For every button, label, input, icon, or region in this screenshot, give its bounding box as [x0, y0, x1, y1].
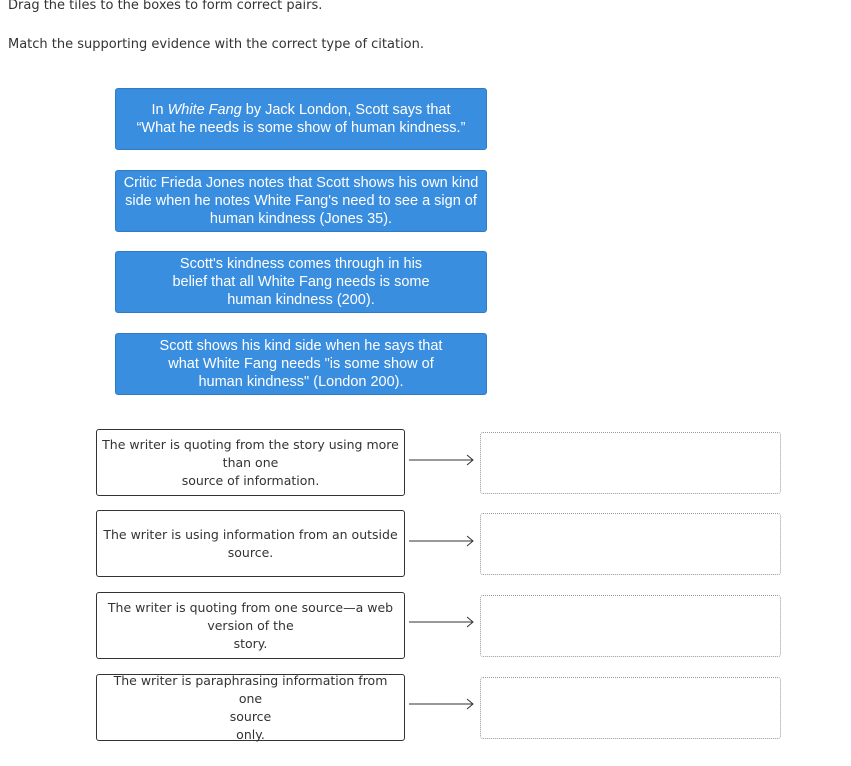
arrow-right-icon [409, 615, 475, 629]
instruction-drag: Drag the tiles to the boxes to form correct pairs. [8, 0, 323, 13]
drop-target-4[interactable] [480, 677, 781, 739]
prompt-4-line-1: The writer is paraphrasing information from one [113, 672, 388, 706]
arrow-right-icon [409, 534, 475, 548]
tile-4-line-2: what White Fang needs "is some show of [168, 356, 434, 372]
evidence-tile-1[interactable] [115, 88, 487, 150]
tile-4-line-3: human kindness" (London 200). [198, 374, 404, 390]
drop-target-2[interactable] [480, 513, 781, 575]
prompt-1-line-3: source of information. [181, 472, 320, 488]
prompt-3-line-3: story. [233, 635, 268, 651]
tile-1-line-1: In White Fang by Jack London, Scott says that [151, 102, 451, 118]
instruction-match: Match the supporting evidence with the correct type of citation. [8, 37, 425, 52]
prompt-1-line-1: The writer is quoting from the story using more [102, 436, 399, 452]
prompt-1-line-2: than one [222, 454, 279, 470]
evidence-tile-4[interactable] [115, 333, 487, 395]
citation-type-1 [96, 429, 405, 496]
tile-1-line-2: “What he needs is some show of human kindness.” [136, 120, 466, 136]
drop-target-3[interactable] [480, 595, 781, 657]
citation-type-2 [96, 510, 405, 577]
tile-2-line-3: human kindness (Jones 35). [209, 211, 393, 227]
prompt-4-line-3: only. [236, 726, 265, 742]
tile-4-line-1: Scott shows his kind side when he says that [159, 338, 443, 354]
evidence-tile-2[interactable] [115, 170, 487, 232]
tile-2-line-1: Critic Frieda Jones notes that Scott shows his own kind [123, 175, 479, 191]
tile-3-line-1: Scott's kindness comes through in his [179, 256, 423, 272]
citation-type-3 [96, 592, 405, 659]
prompt-2-line-1: The writer is using information from an outside [103, 526, 398, 542]
drop-target-1[interactable] [480, 432, 781, 494]
tile-3-line-2: belief that all White Fang needs is some [172, 274, 430, 290]
tile-2-line-2: side when he notes White Fang's need to see a sign of [125, 193, 477, 209]
arrow-right-icon [409, 453, 475, 467]
prompt-4-line-2: source [229, 708, 272, 724]
prompt-3-line-1: The writer is quoting from one source—a web [107, 599, 394, 615]
arrow-right-icon [409, 697, 475, 711]
prompt-3-line-2: version of the [207, 617, 294, 633]
citation-type-4 [96, 674, 405, 741]
tile-3-line-3: human kindness (200). [227, 292, 375, 308]
evidence-tile-3[interactable] [115, 251, 487, 313]
prompt-2-line-2: source. [227, 544, 274, 560]
